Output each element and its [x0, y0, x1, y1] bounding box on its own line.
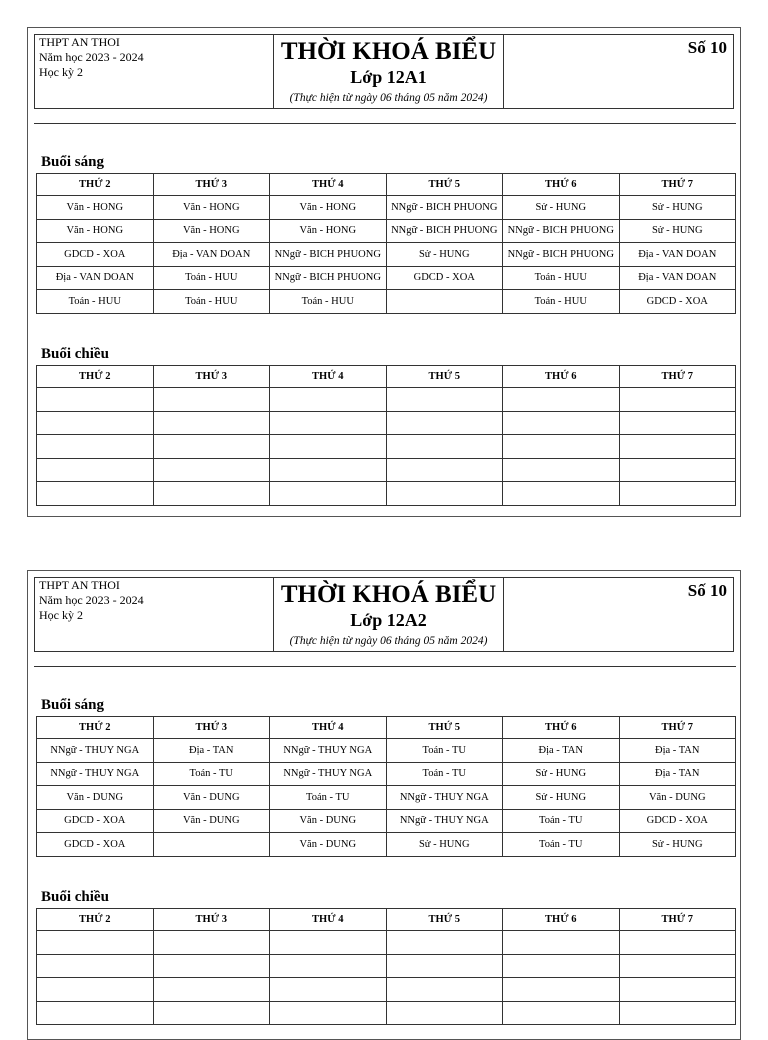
- lesson-cell: GDCD - XOA: [619, 290, 736, 314]
- lesson-cell: NNgữ - BICH PHUONG: [386, 219, 503, 243]
- day-header: THỨ 4: [270, 717, 387, 739]
- table-row: [37, 762, 736, 786]
- lesson-cell: [153, 954, 270, 978]
- morning-heading: Buổi sáng: [41, 697, 104, 713]
- lesson-cell: [386, 931, 503, 955]
- table-row: [37, 809, 736, 833]
- effective-period: (Thực hiện từ ngày 06 tháng 05 năm 2024): [289, 92, 488, 104]
- lesson-cell: [153, 458, 270, 482]
- lesson-cell: NNgữ - THUY NGA: [270, 739, 387, 763]
- day-header: THỨ 7: [619, 366, 736, 388]
- afternoon-table: [36, 365, 736, 506]
- divider: [34, 123, 736, 124]
- lesson-cell: NNgữ - THUY NGA: [386, 786, 503, 810]
- school-info: [39, 578, 144, 623]
- lesson-cell: Sử - HUNG: [386, 243, 503, 267]
- lesson-cell: Sử - HUNG: [503, 196, 620, 220]
- lesson-cell: Sử - HUNG: [619, 833, 736, 857]
- table-row: [37, 458, 736, 482]
- page-title: THỜI KHOÁ BIỂU: [280, 581, 497, 608]
- lesson-cell: Sử - HUNG: [386, 833, 503, 857]
- title-block: [273, 35, 504, 108]
- lesson-cell: NNgữ - BICH PHUONG: [270, 243, 387, 267]
- lesson-cell: [153, 482, 270, 506]
- lesson-cell: Văn - HONG: [153, 219, 270, 243]
- lesson-cell: [503, 482, 620, 506]
- lesson-cell: [37, 411, 154, 435]
- lesson-cell: [386, 978, 503, 1002]
- afternoon-heading: Buổi chiều: [41, 889, 109, 905]
- lesson-cell: Toán - HUU: [503, 266, 620, 290]
- table-row: [37, 290, 736, 314]
- page-title: THỜI KHOÁ BIỂU: [280, 38, 497, 65]
- school-term: Học kỳ 2: [39, 608, 83, 622]
- lesson-cell: [386, 482, 503, 506]
- lesson-cell: [619, 954, 736, 978]
- lesson-cell: Toán - HUU: [153, 266, 270, 290]
- day-header: THỨ 7: [619, 717, 736, 739]
- lesson-cell: [153, 1001, 270, 1025]
- lesson-cell: GDCD - XOA: [37, 809, 154, 833]
- lesson-cell: [503, 388, 620, 412]
- lesson-cell: Toán - TU: [503, 833, 620, 857]
- day-header: THỨ 4: [270, 174, 387, 196]
- lesson-cell: Toán - TU: [386, 739, 503, 763]
- day-header: THỨ 5: [386, 717, 503, 739]
- afternoon-heading: Buổi chiều: [41, 346, 109, 362]
- day-header: THỨ 5: [386, 909, 503, 931]
- lesson-cell: [503, 1001, 620, 1025]
- table-row: [37, 266, 736, 290]
- lesson-cell: [37, 954, 154, 978]
- day-header: THỨ 4: [270, 366, 387, 388]
- day-header-row: [37, 366, 736, 388]
- lesson-cell: [270, 1001, 387, 1025]
- effective-period: (Thực hiện từ ngày 06 tháng 05 năm 2024): [289, 635, 488, 647]
- school-info: [39, 35, 144, 80]
- lesson-cell: Văn - HONG: [153, 196, 270, 220]
- day-header: THỨ 3: [153, 366, 270, 388]
- day-header: THỨ 5: [386, 366, 503, 388]
- lesson-cell: [619, 458, 736, 482]
- day-header: THỨ 2: [37, 909, 154, 931]
- school-year: Năm học 2023 - 2024: [39, 50, 144, 64]
- lesson-cell: [386, 388, 503, 412]
- table-row: [37, 243, 736, 267]
- lesson-cell: Văn - DUNG: [619, 786, 736, 810]
- table-row: [37, 954, 736, 978]
- sheet-header: [34, 577, 734, 652]
- lesson-cell: [153, 931, 270, 955]
- lesson-cell: [619, 411, 736, 435]
- day-header: THỨ 6: [503, 174, 620, 196]
- lesson-cell: [270, 931, 387, 955]
- day-header: THỨ 3: [153, 174, 270, 196]
- lesson-cell: [37, 978, 154, 1002]
- table-row: [37, 219, 736, 243]
- lesson-cell: Văn - HONG: [37, 219, 154, 243]
- lesson-cell: [37, 458, 154, 482]
- lesson-cell: Toán - TU: [153, 762, 270, 786]
- lesson-cell: Sử - HUNG: [619, 196, 736, 220]
- lesson-cell: [386, 458, 503, 482]
- class-name: Lớp 12A1: [350, 67, 427, 87]
- lesson-cell: GDCD - XOA: [619, 809, 736, 833]
- lesson-cell: Sử - HUNG: [503, 786, 620, 810]
- morning-table: [36, 173, 736, 314]
- lesson-cell: [619, 435, 736, 459]
- lesson-cell: Địa - TAN: [619, 762, 736, 786]
- day-header: THỨ 4: [270, 909, 387, 931]
- day-header: THỨ 2: [37, 366, 154, 388]
- lesson-cell: [270, 435, 387, 459]
- day-header-row: [37, 174, 736, 196]
- lesson-cell: Sử - HUNG: [503, 762, 620, 786]
- afternoon-table: [36, 908, 736, 1025]
- lesson-cell: Văn - DUNG: [270, 809, 387, 833]
- lesson-cell: GDCD - XOA: [37, 243, 154, 267]
- lesson-cell: Địa - VAN DOAN: [153, 243, 270, 267]
- lesson-cell: [270, 482, 387, 506]
- lesson-cell: Địa - VAN DOAN: [619, 243, 736, 267]
- lesson-cell: Văn - DUNG: [270, 833, 387, 857]
- table-row: [37, 978, 736, 1002]
- lesson-cell: [153, 435, 270, 459]
- lesson-cell: Toán - HUU: [503, 290, 620, 314]
- lesson-cell: [153, 978, 270, 1002]
- divider: [34, 666, 736, 667]
- lesson-cell: [37, 435, 154, 459]
- lesson-cell: Toán - HUU: [153, 290, 270, 314]
- lesson-cell: Địa - TAN: [503, 739, 620, 763]
- lesson-cell: NNgữ - THUY NGA: [37, 739, 154, 763]
- day-header: THỨ 2: [37, 717, 154, 739]
- lesson-cell: Toán - TU: [270, 786, 387, 810]
- table-row: [37, 388, 736, 412]
- lesson-cell: [386, 411, 503, 435]
- lesson-cell: [270, 458, 387, 482]
- lesson-cell: Văn - HONG: [37, 196, 154, 220]
- lesson-cell: [619, 978, 736, 1002]
- lesson-cell: Toán - TU: [503, 809, 620, 833]
- lesson-cell: Toán - HUU: [37, 290, 154, 314]
- title-block: [273, 578, 504, 651]
- day-header: THỨ 7: [619, 174, 736, 196]
- lesson-cell: Địa - VAN DOAN: [619, 266, 736, 290]
- lesson-cell: Toán - HUU: [270, 290, 387, 314]
- table-row: [37, 482, 736, 506]
- lesson-cell: NNgữ - THUY NGA: [386, 809, 503, 833]
- class-name: Lớp 12A2: [350, 610, 427, 630]
- lesson-cell: [503, 954, 620, 978]
- lesson-cell: [270, 978, 387, 1002]
- lesson-cell: GDCD - XOA: [386, 266, 503, 290]
- lesson-cell: [503, 435, 620, 459]
- lesson-cell: [386, 290, 503, 314]
- school-year: Năm học 2023 - 2024: [39, 593, 144, 607]
- lesson-cell: Sử - HUNG: [619, 219, 736, 243]
- table-row: [37, 435, 736, 459]
- table-row: [37, 833, 736, 857]
- lesson-cell: [386, 1001, 503, 1025]
- lesson-cell: [37, 388, 154, 412]
- schedule-number: Số 10: [687, 38, 727, 57]
- lesson-cell: [37, 1001, 154, 1025]
- table-row: [37, 1001, 736, 1025]
- morning-table: [36, 716, 736, 857]
- day-header: THỨ 2: [37, 174, 154, 196]
- table-row: [37, 411, 736, 435]
- day-header: THỨ 6: [503, 717, 620, 739]
- day-header: THỨ 7: [619, 909, 736, 931]
- lesson-cell: [153, 833, 270, 857]
- lesson-cell: [503, 978, 620, 1002]
- lesson-cell: [37, 482, 154, 506]
- day-header: THỨ 6: [503, 366, 620, 388]
- lesson-cell: Văn - DUNG: [37, 786, 154, 810]
- day-header: THỨ 6: [503, 909, 620, 931]
- lesson-cell: [386, 435, 503, 459]
- day-header-row: [37, 717, 736, 739]
- lesson-cell: [619, 388, 736, 412]
- lesson-cell: Địa - TAN: [619, 739, 736, 763]
- timetable-sheet-12a1: [27, 27, 741, 517]
- timetable-sheet-12a2: [27, 570, 741, 1040]
- lesson-cell: [270, 411, 387, 435]
- lesson-cell: [270, 954, 387, 978]
- lesson-cell: [153, 388, 270, 412]
- lesson-cell: [503, 458, 620, 482]
- lesson-cell: NNgữ - THUY NGA: [37, 762, 154, 786]
- lesson-cell: Văn - DUNG: [153, 786, 270, 810]
- lesson-cell: NNgữ - BICH PHUONG: [503, 219, 620, 243]
- lesson-cell: [386, 954, 503, 978]
- lesson-cell: [619, 1001, 736, 1025]
- lesson-cell: [619, 931, 736, 955]
- lesson-cell: NNgữ - BICH PHUONG: [386, 196, 503, 220]
- morning-heading: Buổi sáng: [41, 154, 104, 170]
- school-term: Học kỳ 2: [39, 65, 83, 79]
- table-row: [37, 739, 736, 763]
- table-row: [37, 786, 736, 810]
- table-row: [37, 931, 736, 955]
- schedule-number: Số 10: [687, 581, 727, 600]
- school-name: THPT AN THOI: [39, 578, 120, 592]
- lesson-cell: GDCD - XOA: [37, 833, 154, 857]
- day-header: THỨ 3: [153, 717, 270, 739]
- lesson-cell: [153, 411, 270, 435]
- day-header: THỨ 3: [153, 909, 270, 931]
- lesson-cell: Địa - VAN DOAN: [37, 266, 154, 290]
- table-row: [37, 196, 736, 220]
- lesson-cell: NNgữ - BICH PHUONG: [270, 266, 387, 290]
- sheet-header: [34, 34, 734, 109]
- lesson-cell: Văn - HONG: [270, 219, 387, 243]
- school-name: THPT AN THOI: [39, 35, 120, 49]
- lesson-cell: NNgữ - THUY NGA: [270, 762, 387, 786]
- lesson-cell: Văn - DUNG: [153, 809, 270, 833]
- lesson-cell: [37, 931, 154, 955]
- lesson-cell: Văn - HONG: [270, 196, 387, 220]
- day-header-row: [37, 909, 736, 931]
- lesson-cell: NNgữ - BICH PHUONG: [503, 243, 620, 267]
- lesson-cell: Toán - TU: [386, 762, 503, 786]
- lesson-cell: [503, 931, 620, 955]
- lesson-cell: [619, 482, 736, 506]
- day-header: THỨ 5: [386, 174, 503, 196]
- lesson-cell: Địa - TAN: [153, 739, 270, 763]
- lesson-cell: [503, 411, 620, 435]
- lesson-cell: [270, 388, 387, 412]
